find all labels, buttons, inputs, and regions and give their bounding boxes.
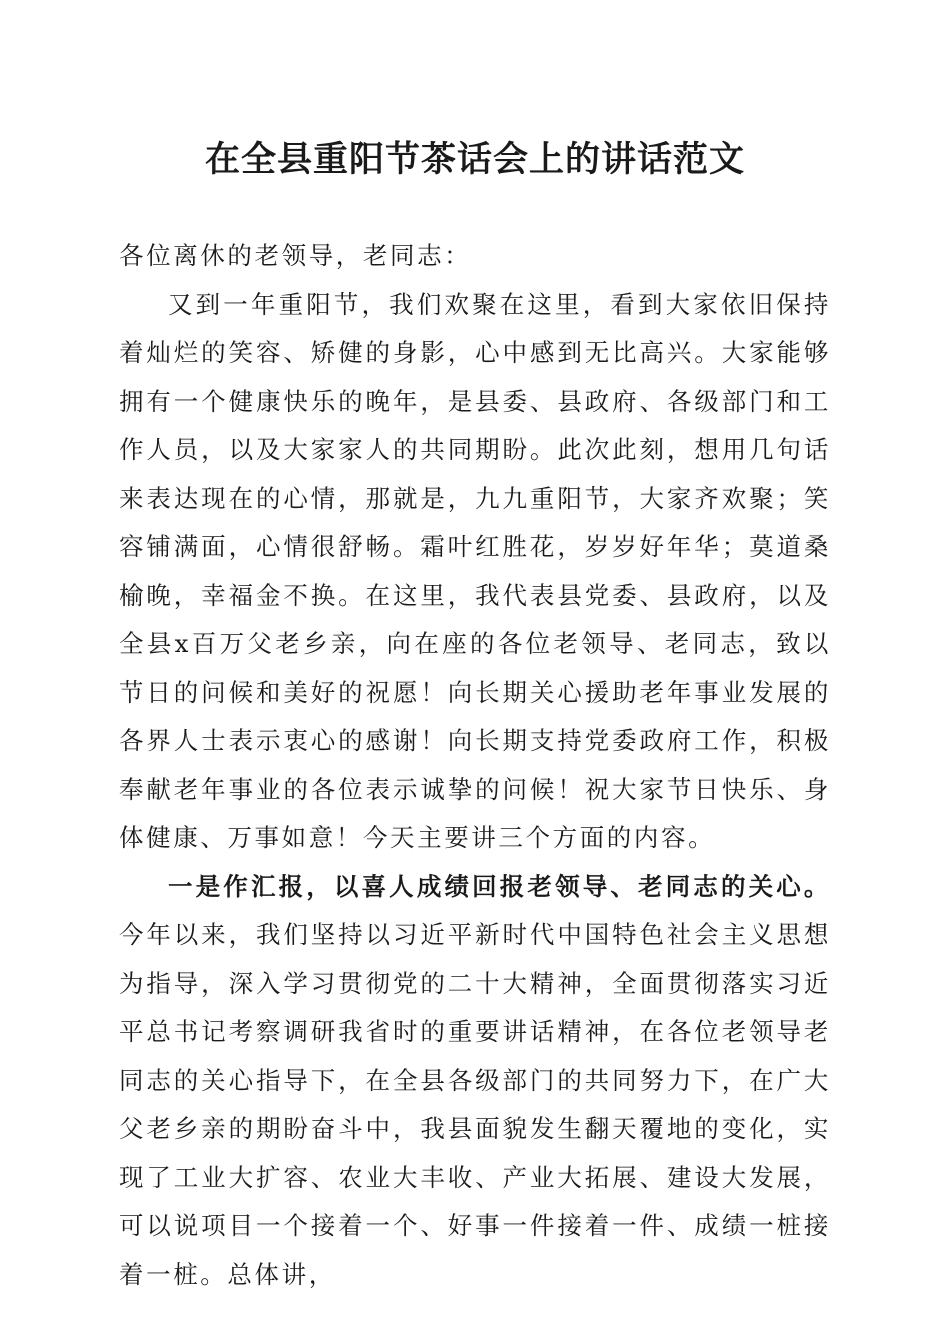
salutation: 各位离休的老领导，老同志：	[119, 241, 472, 270]
paragraph-text: 又到一年重阳节，我们欢聚在这里，看到大家依旧保持着灿烂的笑容、矫健的身影，心中感到无比高兴。大家能够拥有一个健康快乐的晚年，是县委、县政府、各级部门和工作人员，以及大家家人的共同期盼。此次此刻，想用几句话来表达现在的心情，那就是，九九重阳节，大家齐欢聚；笑容铺满面，心情很舒畅。霜叶红胜花，岁岁好年华；莫道桑榆晚，幸福金不换。在这里，我代表县党委、县政府，以及全县x百万父老乡亲，向在座的各位老领导、老同志，致以节日的问候和美好的祝愿！向长期关心援助老年事业发展的各界人士表示衷心的感谢！向长期支持党委政府工作，积极奉献老年事业的各位表示诚挚的问候！祝大家节日快乐、身体健康、万事如意！今天主要讲三个方面的内容。	[119, 289, 831, 852]
document-title: 在全县重阳节茶话会上的讲话范文	[204, 139, 745, 180]
paragraph-text: 今年以来，我们坚持以习近平新时代中国特色社会主义思想为指导，深入学习贯彻党的二十大精神，全面贯彻落实习近平总书记考察调研我省时的重要讲话精神，在各位老领导老同志的关心指导下，在全县各级部门的共同努力下，在广大父老乡亲的期盼奋斗中，我县面貌发生翻天覆地的变化，实现了工业大扩容、农业大丰收、产业大拓展、建设大发展，可以说项目一个接着一个、好事一件接着一件、成绩一桩接着一桩。总体讲，	[119, 920, 831, 1289]
section-lead-sentence: 一是作汇报，以喜人成绩回报老领导、老同志的关心。	[168, 871, 831, 901]
paragraph-opening	[119, 281, 831, 863]
document-body	[119, 232, 831, 1299]
paragraph-section-one	[119, 863, 831, 1300]
